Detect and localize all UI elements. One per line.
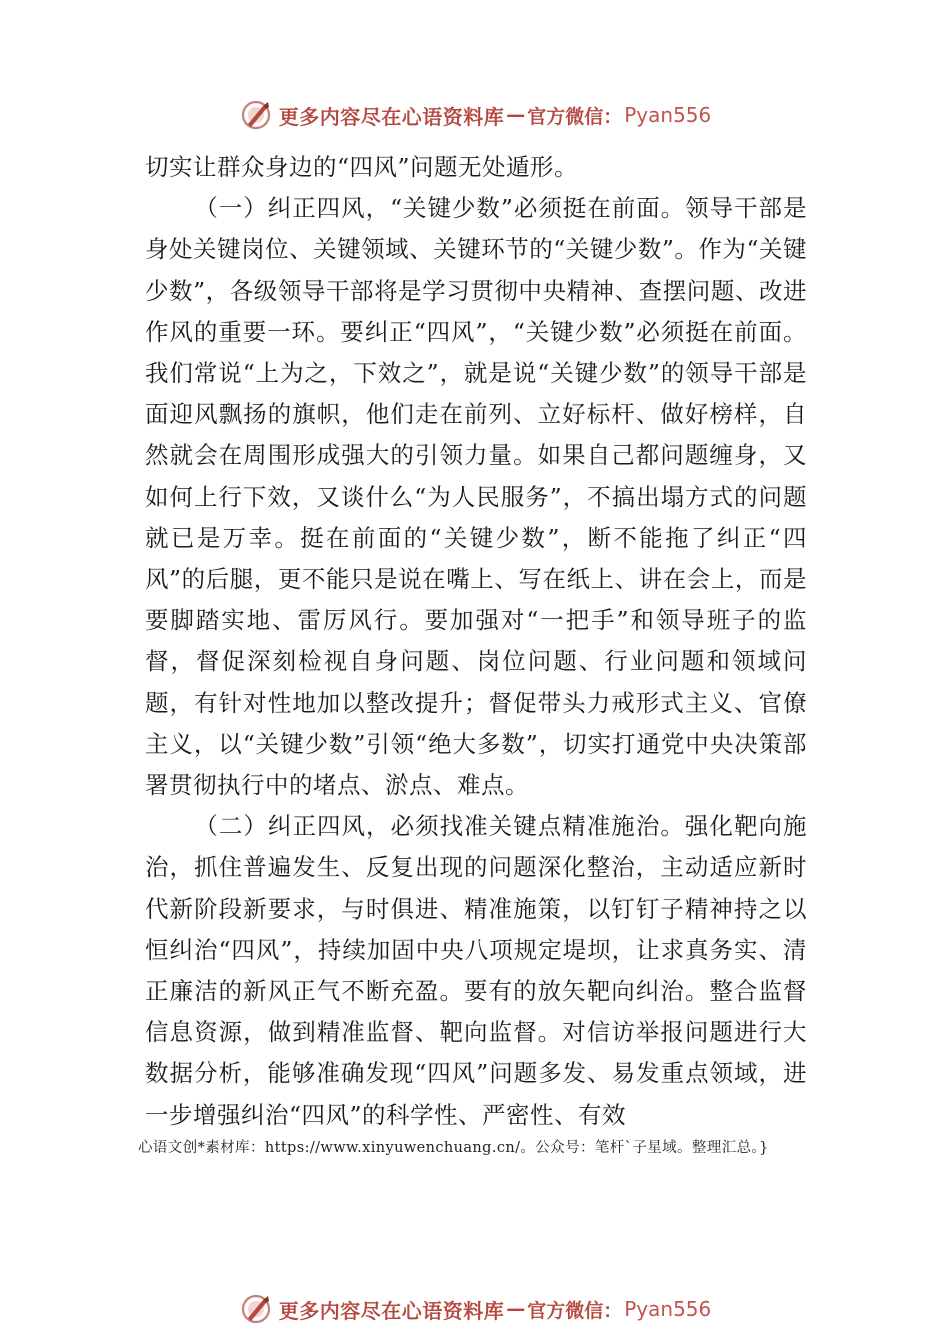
header-banner: [0, 95, 950, 135]
banner-wechat-label: 官方微信：: [527, 105, 623, 128]
footer-separator: —: [506, 1298, 526, 1320]
source-footnote: 心语文创*素材库：https://www.xinyuwenchuang.cn/。公众号：笔杆`子星域。整理汇总。}: [138, 1140, 769, 1156]
banner-separator: —: [506, 104, 526, 126]
footer-brand-text: 更多内容尽在心语资料库: [278, 1298, 505, 1323]
body-paragraph-2: （一）纠正四风，“关键少数”必须挺在前面。领导干部是身处关键岗位、关键领域、关键环节的“关键少数”。作为“关键少数”，各级领导干部将是学习贯彻中央精神、查摆问题、改进作风的重要一环。要纠正“四风”，“关键少数”必须挺在前面。我们常说“上为之，下效之”，就是说“关键少数”的领导干部是面迎风飘扬的旗帜，他们走在前列、立好标杆、做好榜样，自然就会在周围形成强大的引领力量。如果自己都问题缠身，又如何上行下效，又谈什么“为人民服务”，不搞出塌方式的问题就已是万幸。挺在前面的“关键少数”，断不能拖了纠正“四风”的后腿，更不能只是说在嘴上、写在纸上、讲在会上，而是要脚踏实地、雷厉风行。要加强对“一把手”和领导班子的监督，督促深刻检视自身问题、岗位问题、行业问题和领域问题，有针对性地加以整改提升；督促带头力戒形式主义、官僚主义，以“关键少数”引领“绝大多数”，切实打通党中央决策部署贯彻执行中的堵点、淤点、难点。: [145, 194, 807, 800]
footer-wechat-label: 官方微信：: [527, 1299, 623, 1322]
document-body: [145, 147, 807, 1136]
banner-wechat-id: Pyan556: [624, 103, 712, 127]
pen-nib-logo-icon: [239, 1292, 273, 1326]
banner-brand-text: 更多内容尽在心语资料库: [278, 104, 505, 129]
footer-wechat-id: Pyan556: [624, 1297, 712, 1321]
footer-banner: [0, 1289, 950, 1329]
pen-nib-logo-icon: [239, 98, 273, 132]
body-paragraph-3: （二）纠正四风，必须找准关键点精准施治。强化靶向施治，抓住普遍发生、反复出现的问题深化整治，主动适应新时代新阶段新要求，与时俱进、精准施策，以钉钉子精神持之以恒纠治“四风”，持续加固中央八项规定堤坝，让求真务实、清正廉洁的新风正气不断充盈。要有的放矢靶向纠治。整合监督信息资源，做到精准监督、靶向监督。对信访举报问题进行大数据分析，能够准确发现“四风”问题多发、易发重点领域，进一步增强纠治“四风”的科学性、严密性、有效: [145, 812, 807, 1129]
body-paragraph-1: 切实让群众身边的“四风”问题无处遁形。: [145, 153, 579, 181]
